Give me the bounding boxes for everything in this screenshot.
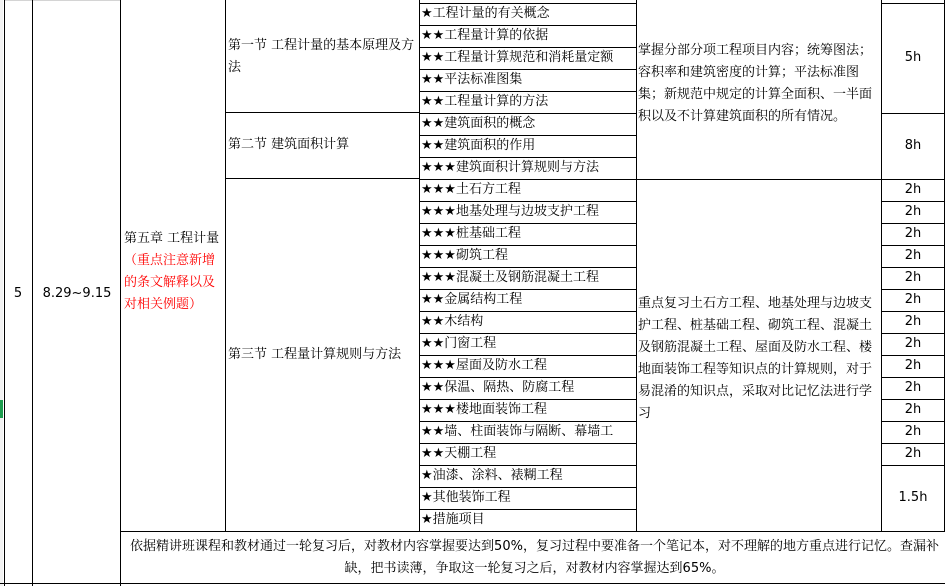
grid-line: [419, 223, 636, 224]
grid-line: [881, 113, 945, 114]
grid-line: [636, 0, 637, 531]
grid-line: [881, 245, 945, 246]
topic-cell[interactable]: ★★墙、柱面装饰与隔断、幕墙工: [421, 424, 614, 439]
date-range-cell[interactable]: 8.29~9.15: [42, 286, 112, 301]
section-2-cell[interactable]: 第二节 建筑面积计算: [228, 137, 350, 152]
topic-cell[interactable]: ★措施项目: [421, 512, 485, 527]
topic-cell[interactable]: ★★工程量计算的依据: [421, 28, 549, 43]
row-number-cell[interactable]: 5: [13, 286, 23, 301]
grid-line: [4, 0, 5, 586]
grid-line: [225, 112, 419, 113]
hours-cell[interactable]: 2h: [904, 226, 922, 241]
grid-line: [419, 487, 636, 488]
hours-cell[interactable]: 1.5h: [898, 490, 928, 505]
hours-cell[interactable]: 2h: [904, 402, 922, 417]
hours-cell[interactable]: 2h: [904, 248, 922, 263]
hours-cell[interactable]: 5h: [904, 50, 922, 65]
grid-line: [419, 157, 636, 158]
topic-cell[interactable]: ★★★屋面及防水工程: [421, 358, 547, 373]
requirement-cell-1[interactable]: 掌握分部分项工程项目内容；统筹图法；容积率和建筑密度的计算；平法标准图集；新规范中规定的计算全面积、一半面积以及不计算建筑面积的所有情况。: [638, 43, 873, 124]
grid-line: [419, 267, 636, 268]
grid-line: [881, 333, 945, 334]
grid-line: [419, 179, 636, 180]
section-3-cell[interactable]: 第三节 工程量计算规则与方法: [228, 347, 402, 362]
requirement-cell-2[interactable]: 重点复习土石方工程、地基处理与边坡支护工程、桩基础工程、砌筑工程、混凝土及钢筋混凝土工程、屋面及防水工程、楼地面装饰工程等知识点的计算规则，对于易混淆的知识点，采取对比记忆法进行学习: [638, 296, 873, 421]
topic-cell[interactable]: ★★★混凝土及钢筋混凝土工程: [421, 270, 599, 285]
grid-line: [419, 443, 636, 444]
grid-line: [636, 179, 881, 180]
grid-line: [419, 47, 636, 48]
topic-cell[interactable]: ★★★地基处理与边坡支护工程: [421, 204, 599, 219]
topic-cell[interactable]: ★工程计量的有关概念: [421, 6, 550, 21]
grid-line: [4, 0, 120, 1]
topic-cell[interactable]: ★★保温、隔热、防腐工程: [421, 380, 575, 395]
row-selection-marker: [0, 400, 3, 418]
grid-line: [225, 0, 226, 531]
hours-cell[interactable]: 2h: [904, 446, 922, 461]
topic-cell[interactable]: ★油漆、涂料、裱糊工程: [421, 468, 563, 483]
topic-cell[interactable]: ★★★楼地面装饰工程: [421, 402, 547, 417]
topic-cell[interactable]: ★★门窗工程: [421, 336, 497, 351]
hours-cell[interactable]: 2h: [904, 204, 922, 219]
hours-cell[interactable]: 2h: [904, 424, 922, 439]
hours-cell[interactable]: 2h: [904, 336, 922, 351]
chapter-title: 第五章 工程计量: [124, 231, 220, 246]
grid-line: [419, 69, 636, 70]
topic-cell[interactable]: ★★★土石方工程: [421, 182, 521, 197]
grid-line: [881, 465, 945, 466]
grid-line: [419, 3, 636, 4]
grid-line: [32, 0, 33, 586]
grid-line: [120, 0, 121, 586]
hours-cell[interactable]: 2h: [904, 270, 922, 285]
hours-cell[interactable]: 8h: [904, 138, 922, 153]
grid-line: [419, 91, 636, 92]
grid-line: [419, 0, 420, 531]
grid-line: [881, 377, 945, 378]
grid-line: [419, 201, 636, 202]
grid-line: [881, 267, 945, 268]
section-1-cell[interactable]: 第一节 工程计量的基本原理及方法: [228, 38, 415, 75]
topic-cell[interactable]: ★★金属结构工程: [421, 292, 523, 307]
grid-line: [120, 531, 945, 532]
grid-line: [419, 399, 636, 400]
grid-line: [881, 443, 945, 444]
grid-line: [0, 583, 945, 584]
row-header-gutter: [0, 0, 3, 586]
grid-line: [419, 245, 636, 246]
topic-cell[interactable]: ★★平法标准图集: [421, 72, 523, 87]
grid-line: [419, 377, 636, 378]
hours-cell[interactable]: 2h: [904, 292, 922, 307]
topic-cell[interactable]: ★★木结构: [421, 314, 484, 329]
hours-cell[interactable]: 2h: [904, 358, 922, 373]
grid-line: [881, 311, 945, 312]
topic-cell[interactable]: ★其他装饰工程: [421, 490, 511, 505]
hours-cell[interactable]: 2h: [904, 182, 922, 197]
topic-cell[interactable]: ★★建筑面积的作用: [421, 138, 536, 153]
chapter-note: （重点注意新增的条文解释以及对相关例题）: [124, 253, 216, 312]
grid-line: [419, 355, 636, 356]
grid-line: [419, 135, 636, 136]
topic-cell[interactable]: ★★★建筑面积计算规则与方法: [421, 160, 599, 175]
footer-note-cell[interactable]: 依据精讲班课程和教材通过一轮复习后，对教材内容掌握要达到50%，复习过程中要准备一个笔记本，对不理解的地方重点进行记忆。查漏补缺，把书读薄，争取这一轮复习之后，对教材内容掌握达到65%。: [130, 539, 939, 576]
grid-line: [419, 289, 636, 290]
topic-cell[interactable]: ★★建筑面积的概念: [421, 116, 536, 131]
grid-line: [419, 333, 636, 334]
grid-line: [881, 289, 945, 290]
grid-line: [881, 223, 945, 224]
topic-cell[interactable]: ★★★桩基础工程: [421, 226, 521, 241]
topic-cell[interactable]: ★★工程量计算的方法: [421, 94, 549, 109]
grid-line: [419, 509, 636, 510]
topic-cell[interactable]: ★★工程量计算规范和消耗量定额: [421, 50, 614, 65]
hours-cell[interactable]: 2h: [904, 380, 922, 395]
grid-line: [881, 3, 945, 4]
grid-line: [419, 113, 636, 114]
grid-line: [419, 465, 636, 466]
hours-cell[interactable]: 2h: [904, 314, 922, 329]
grid-line: [881, 201, 945, 202]
grid-line: [881, 179, 945, 180]
grid-line: [419, 311, 636, 312]
grid-line: [881, 355, 945, 356]
grid-line: [225, 178, 419, 179]
topic-cell[interactable]: ★★★砌筑工程: [421, 248, 508, 263]
grid-line: [419, 421, 636, 422]
grid-line: [881, 0, 882, 531]
grid-line: [881, 399, 945, 400]
chapter-cell[interactable]: [124, 228, 222, 316]
grid-line: [419, 25, 636, 26]
grid-line: [881, 421, 945, 422]
topic-cell[interactable]: ★★天棚工程: [421, 446, 497, 461]
